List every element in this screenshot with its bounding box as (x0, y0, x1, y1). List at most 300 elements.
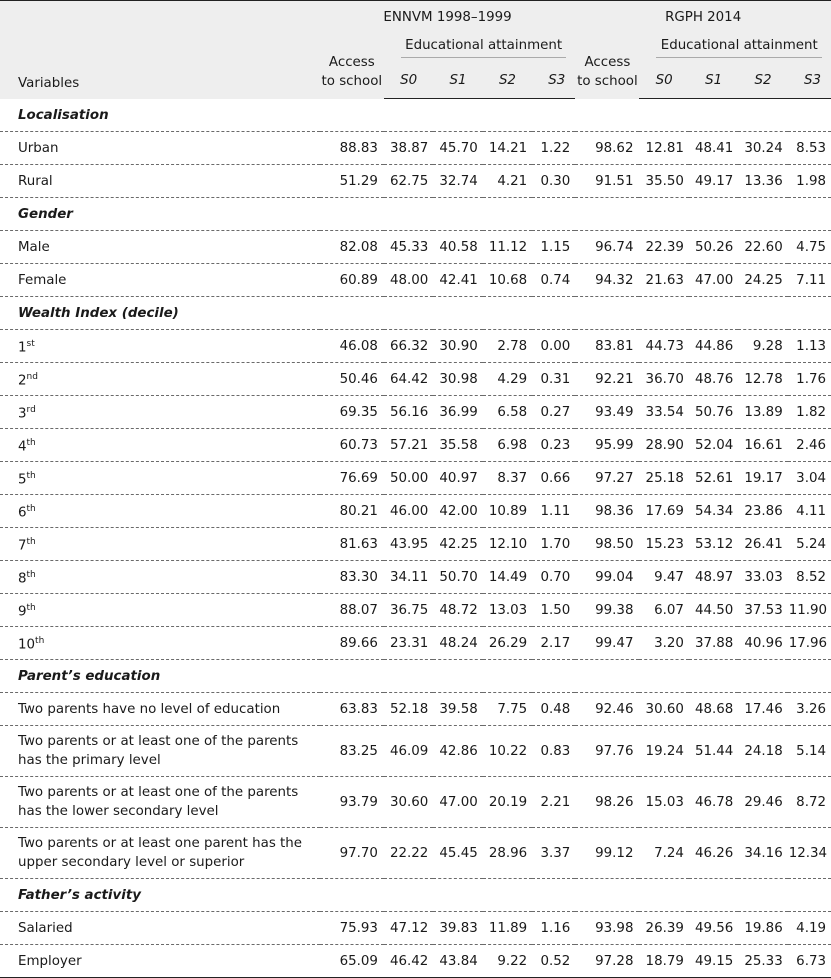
value-cell: 35.58 (433, 429, 482, 462)
value-cell: 52.18 (384, 693, 433, 726)
row-label: 2 (18, 373, 27, 389)
value-cell: 2.46 (788, 429, 831, 462)
value-cell: 50.26 (689, 231, 738, 264)
row-label-cell (0, 264, 320, 297)
ordinal-suffix: th (26, 602, 36, 613)
value-cell: 0.83 (532, 726, 575, 777)
value-cell: 26.41 (738, 528, 787, 561)
value-cell: 46.08 (320, 330, 384, 363)
value-cell: 28.96 (483, 828, 532, 879)
table-row (0, 627, 831, 660)
section-title: Localisation (0, 99, 831, 132)
value-cell: 44.86 (689, 330, 738, 363)
value-cell: 52.04 (689, 429, 738, 462)
value-cell: 76.69 (320, 462, 384, 495)
value-cell: 50.70 (433, 561, 482, 594)
value-cell: 1.11 (532, 495, 575, 528)
table-row (0, 495, 831, 528)
table-row (0, 594, 831, 627)
value-cell: 53.12 (689, 528, 738, 561)
value-cell: 97.70 (320, 828, 384, 879)
table-row (0, 231, 831, 264)
value-cell: 48.97 (689, 561, 738, 594)
value-cell: 34.11 (384, 561, 433, 594)
value-cell: 30.24 (738, 132, 787, 165)
table-row (0, 528, 831, 561)
value-cell: 45.33 (384, 231, 433, 264)
value-cell: 1.15 (532, 231, 575, 264)
value-cell: 4.75 (788, 231, 831, 264)
row-label-cell (0, 594, 320, 627)
value-cell: 83.30 (320, 561, 384, 594)
value-cell: 5.14 (788, 726, 831, 777)
value-cell: 47.00 (689, 264, 738, 297)
value-cell: 1.16 (532, 912, 575, 945)
value-cell: 99.12 (575, 828, 639, 879)
table-row (0, 693, 831, 726)
value-cell: 6.58 (483, 396, 532, 429)
table-row (0, 828, 831, 879)
value-cell: 32.74 (433, 165, 482, 198)
value-cell: 36.75 (384, 594, 433, 627)
table-row (0, 945, 831, 978)
value-cell: 2.78 (483, 330, 532, 363)
section-row (0, 660, 831, 693)
value-cell: 65.09 (320, 945, 384, 978)
table-row (0, 561, 831, 594)
value-cell: 45.45 (433, 828, 482, 879)
row-label: Two parents or at least one of the parents has the primary level (18, 734, 299, 768)
section-title: Wealth Index (decile) (0, 297, 831, 330)
value-cell: 60.89 (320, 264, 384, 297)
value-cell: 80.21 (320, 495, 384, 528)
value-cell: 24.25 (738, 264, 787, 297)
value-cell: 88.07 (320, 594, 384, 627)
section-title: Parent’s education (0, 660, 831, 693)
value-cell: 43.95 (384, 528, 433, 561)
value-cell: 47.12 (384, 912, 433, 945)
row-label-cell (0, 777, 320, 828)
value-cell: 23.31 (384, 627, 433, 660)
value-cell: 8.52 (788, 561, 831, 594)
table-row (0, 726, 831, 777)
value-cell: 1.82 (788, 396, 831, 429)
table-row (0, 396, 831, 429)
value-cell: 28.90 (639, 429, 688, 462)
value-cell: 1.50 (532, 594, 575, 627)
value-cell: 46.78 (689, 777, 738, 828)
value-cell: 15.23 (639, 528, 688, 561)
value-cell: 9.47 (639, 561, 688, 594)
value-cell: 82.08 (320, 231, 384, 264)
level-header: S0 (384, 63, 433, 99)
value-cell: 40.97 (433, 462, 482, 495)
value-cell: 44.50 (689, 594, 738, 627)
value-cell: 24.18 (738, 726, 787, 777)
value-cell: 0.23 (532, 429, 575, 462)
row-label-cell (0, 726, 320, 777)
value-cell: 4.29 (483, 363, 532, 396)
value-cell: 30.98 (433, 363, 482, 396)
value-cell: 14.21 (483, 132, 532, 165)
value-cell: 7.24 (639, 828, 688, 879)
value-cell: 25.18 (639, 462, 688, 495)
row-label-cell (0, 132, 320, 165)
value-cell: 42.41 (433, 264, 482, 297)
value-cell: 34.16 (738, 828, 787, 879)
value-cell: 2.17 (532, 627, 575, 660)
table-row (0, 777, 831, 828)
value-cell: 75.93 (320, 912, 384, 945)
ordinal-suffix: th (26, 437, 36, 448)
value-cell: 89.66 (320, 627, 384, 660)
row-label-cell (0, 495, 320, 528)
value-cell: 17.69 (639, 495, 688, 528)
value-cell: 52.61 (689, 462, 738, 495)
value-cell: 49.15 (689, 945, 738, 978)
value-cell: 62.75 (384, 165, 433, 198)
value-cell: 0.74 (532, 264, 575, 297)
value-cell: 40.58 (433, 231, 482, 264)
attainment-label: Educational attainment (401, 38, 566, 58)
row-label: Rural (18, 173, 53, 189)
row-label: Female (18, 272, 67, 288)
row-label: 5 (18, 472, 27, 488)
level-header: S3 (788, 63, 831, 99)
row-label: Urban (18, 140, 59, 156)
value-cell: 9.22 (483, 945, 532, 978)
value-cell: 0.66 (532, 462, 575, 495)
row-label: Male (18, 239, 50, 255)
value-cell: 0.27 (532, 396, 575, 429)
value-cell: 92.21 (575, 363, 639, 396)
level-header: S0 (639, 63, 688, 99)
row-label-cell (0, 627, 320, 660)
value-cell: 94.32 (575, 264, 639, 297)
value-cell: 97.27 (575, 462, 639, 495)
ordinal-suffix: th (26, 536, 36, 547)
table-row (0, 132, 831, 165)
value-cell: 30.60 (384, 777, 433, 828)
row-label: Employer (18, 953, 82, 969)
row-label-cell (0, 462, 320, 495)
value-cell: 20.19 (483, 777, 532, 828)
value-cell: 44.73 (639, 330, 688, 363)
value-cell: 49.17 (689, 165, 738, 198)
value-cell: 1.98 (788, 165, 831, 198)
value-cell: 6.73 (788, 945, 831, 978)
value-cell: 48.68 (689, 693, 738, 726)
value-cell: 51.44 (689, 726, 738, 777)
row-label-cell (0, 828, 320, 879)
variables-header: Variables (0, 33, 320, 99)
value-cell: 19.17 (738, 462, 787, 495)
value-cell: 12.78 (738, 363, 787, 396)
ordinal-suffix: th (35, 635, 45, 646)
value-cell: 40.96 (738, 627, 787, 660)
value-cell: 50.76 (689, 396, 738, 429)
row-label: 7 (18, 538, 27, 554)
row-label: Two parents have no level of education (18, 701, 281, 717)
value-cell: 22.39 (639, 231, 688, 264)
value-cell: 93.98 (575, 912, 639, 945)
value-cell: 22.22 (384, 828, 433, 879)
value-cell: 92.46 (575, 693, 639, 726)
level-header: S2 (738, 63, 787, 99)
attainment-header-ennvm (384, 33, 575, 63)
value-cell: 0.30 (532, 165, 575, 198)
table-row (0, 165, 831, 198)
value-cell: 23.86 (738, 495, 787, 528)
value-cell: 93.49 (575, 396, 639, 429)
ordinal-suffix: th (26, 470, 36, 481)
value-cell: 83.81 (575, 330, 639, 363)
row-label-cell (0, 330, 320, 363)
value-cell: 35.50 (639, 165, 688, 198)
value-cell: 9.28 (738, 330, 787, 363)
row-label-cell (0, 396, 320, 429)
row-label-cell (0, 693, 320, 726)
value-cell: 95.99 (575, 429, 639, 462)
value-cell: 26.39 (639, 912, 688, 945)
row-label-cell (0, 231, 320, 264)
ordinal-suffix: st (26, 338, 35, 349)
header-spacer (0, 1, 320, 34)
value-cell: 97.76 (575, 726, 639, 777)
ordinal-suffix: th (26, 569, 36, 580)
value-cell: 21.63 (639, 264, 688, 297)
value-cell: 42.25 (433, 528, 482, 561)
value-cell: 1.70 (532, 528, 575, 561)
group-title-rgph: RGPH 2014 (575, 1, 831, 34)
row-label-cell (0, 912, 320, 945)
value-cell: 33.54 (639, 396, 688, 429)
value-cell: 16.61 (738, 429, 787, 462)
value-cell: 4.11 (788, 495, 831, 528)
value-cell: 13.89 (738, 396, 787, 429)
value-cell: 48.72 (433, 594, 482, 627)
value-cell: 1.13 (788, 330, 831, 363)
value-cell: 46.26 (689, 828, 738, 879)
value-cell: 96.74 (575, 231, 639, 264)
value-cell: 4.19 (788, 912, 831, 945)
value-cell: 11.89 (483, 912, 532, 945)
value-cell: 39.83 (433, 912, 482, 945)
ordinal-suffix: th (26, 503, 36, 514)
value-cell: 46.00 (384, 495, 433, 528)
section-row (0, 297, 831, 330)
value-cell: 19.86 (738, 912, 787, 945)
value-cell: 3.20 (639, 627, 688, 660)
value-cell: 99.47 (575, 627, 639, 660)
row-label: 3 (18, 406, 27, 422)
value-cell: 0.70 (532, 561, 575, 594)
value-cell: 42.86 (433, 726, 482, 777)
value-cell: 13.03 (483, 594, 532, 627)
row-label-cell (0, 165, 320, 198)
value-cell: 36.70 (639, 363, 688, 396)
row-label: Two parents or at least one parent has the upper secondary level or superior (18, 836, 303, 870)
row-label: 9 (18, 604, 27, 620)
value-cell: 1.76 (788, 363, 831, 396)
value-cell: 10.68 (483, 264, 532, 297)
row-label-cell (0, 363, 320, 396)
value-cell: 99.04 (575, 561, 639, 594)
table-row (0, 363, 831, 396)
value-cell: 36.99 (433, 396, 482, 429)
value-cell: 12.81 (639, 132, 688, 165)
value-cell: 98.50 (575, 528, 639, 561)
value-cell: 14.49 (483, 561, 532, 594)
value-cell: 50.00 (384, 462, 433, 495)
value-cell: 30.90 (433, 330, 482, 363)
row-label-cell (0, 945, 320, 978)
value-cell: 54.34 (689, 495, 738, 528)
value-cell: 0.00 (532, 330, 575, 363)
table-row (0, 912, 831, 945)
value-cell: 7.11 (788, 264, 831, 297)
attainment-label: Educational attainment (656, 38, 822, 58)
value-cell: 11.12 (483, 231, 532, 264)
access-header-rgph: Access to school (575, 33, 639, 99)
ordinal-suffix: nd (26, 371, 38, 382)
attainment-header-rgph (639, 33, 831, 63)
group-title-ennvm: ENNVM 1998–1999 (320, 1, 576, 34)
value-cell: 81.63 (320, 528, 384, 561)
table-row (0, 462, 831, 495)
value-cell: 17.96 (788, 627, 831, 660)
value-cell: 7.75 (483, 693, 532, 726)
value-cell: 29.46 (738, 777, 787, 828)
value-cell: 17.46 (738, 693, 787, 726)
level-header: S1 (689, 63, 738, 99)
value-cell: 15.03 (639, 777, 688, 828)
value-cell: 88.83 (320, 132, 384, 165)
row-label: 4 (18, 439, 27, 455)
value-cell: 30.60 (639, 693, 688, 726)
value-cell: 0.31 (532, 363, 575, 396)
value-cell: 38.87 (384, 132, 433, 165)
value-cell: 37.53 (738, 594, 787, 627)
value-cell: 43.84 (433, 945, 482, 978)
value-cell: 3.26 (788, 693, 831, 726)
table-row (0, 264, 831, 297)
value-cell: 42.00 (433, 495, 482, 528)
row-label: 10 (18, 637, 36, 653)
value-cell: 8.37 (483, 462, 532, 495)
row-label-cell (0, 429, 320, 462)
value-cell: 48.00 (384, 264, 433, 297)
table-row (0, 429, 831, 462)
value-cell: 10.22 (483, 726, 532, 777)
value-cell: 66.32 (384, 330, 433, 363)
value-cell: 19.24 (639, 726, 688, 777)
value-cell: 3.37 (532, 828, 575, 879)
value-cell: 50.46 (320, 363, 384, 396)
level-header: S1 (433, 63, 482, 99)
value-cell: 60.73 (320, 429, 384, 462)
value-cell: 4.21 (483, 165, 532, 198)
table-row (0, 330, 831, 363)
value-cell: 56.16 (384, 396, 433, 429)
row-label-cell (0, 561, 320, 594)
value-cell: 47.00 (433, 777, 482, 828)
value-cell: 6.98 (483, 429, 532, 462)
value-cell: 48.24 (433, 627, 482, 660)
value-cell: 63.83 (320, 693, 384, 726)
value-cell: 12.10 (483, 528, 532, 561)
value-cell: 57.21 (384, 429, 433, 462)
value-cell: 69.35 (320, 396, 384, 429)
value-cell: 83.25 (320, 726, 384, 777)
value-cell: 45.70 (433, 132, 482, 165)
section-title: Gender (0, 198, 831, 231)
section-row (0, 198, 831, 231)
value-cell: 91.51 (575, 165, 639, 198)
value-cell: 33.03 (738, 561, 787, 594)
row-label: 6 (18, 505, 27, 521)
value-cell: 5.24 (788, 528, 831, 561)
value-cell: 97.28 (575, 945, 639, 978)
value-cell: 2.21 (532, 777, 575, 828)
value-cell: 37.88 (689, 627, 738, 660)
value-cell: 12.34 (788, 828, 831, 879)
value-cell: 46.09 (384, 726, 433, 777)
value-cell: 93.79 (320, 777, 384, 828)
value-cell: 8.72 (788, 777, 831, 828)
value-cell: 46.42 (384, 945, 433, 978)
value-cell: 26.29 (483, 627, 532, 660)
value-cell: 48.76 (689, 363, 738, 396)
value-cell: 49.56 (689, 912, 738, 945)
section-title: Father’s activity (0, 879, 831, 912)
value-cell: 98.62 (575, 132, 639, 165)
value-cell: 22.60 (738, 231, 787, 264)
table-header (0, 1, 831, 99)
row-label: Salaried (18, 920, 73, 936)
value-cell: 51.29 (320, 165, 384, 198)
value-cell: 39.58 (433, 693, 482, 726)
value-cell: 0.52 (532, 945, 575, 978)
row-label-cell (0, 528, 320, 561)
value-cell: 6.07 (639, 594, 688, 627)
value-cell: 64.42 (384, 363, 433, 396)
row-label: Two parents or at least one of the parents has the lower secondary level (18, 785, 299, 819)
value-cell: 10.89 (483, 495, 532, 528)
section-row (0, 879, 831, 912)
level-header: S2 (483, 63, 532, 99)
value-cell: 99.38 (575, 594, 639, 627)
value-cell: 13.36 (738, 165, 787, 198)
section-row (0, 99, 831, 132)
row-label: 1 (18, 340, 27, 356)
value-cell: 0.48 (532, 693, 575, 726)
access-header-ennvm: Access to school (320, 33, 384, 99)
value-cell: 8.53 (788, 132, 831, 165)
value-cell: 11.90 (788, 594, 831, 627)
value-cell: 3.04 (788, 462, 831, 495)
value-cell: 18.79 (639, 945, 688, 978)
value-cell: 25.33 (738, 945, 787, 978)
value-cell: 98.26 (575, 777, 639, 828)
row-label: 8 (18, 571, 27, 587)
value-cell: 48.41 (689, 132, 738, 165)
table-body (0, 99, 831, 978)
value-cell: 1.22 (532, 132, 575, 165)
level-header: S3 (532, 63, 575, 99)
ordinal-suffix: rd (26, 404, 36, 415)
value-cell: 98.36 (575, 495, 639, 528)
